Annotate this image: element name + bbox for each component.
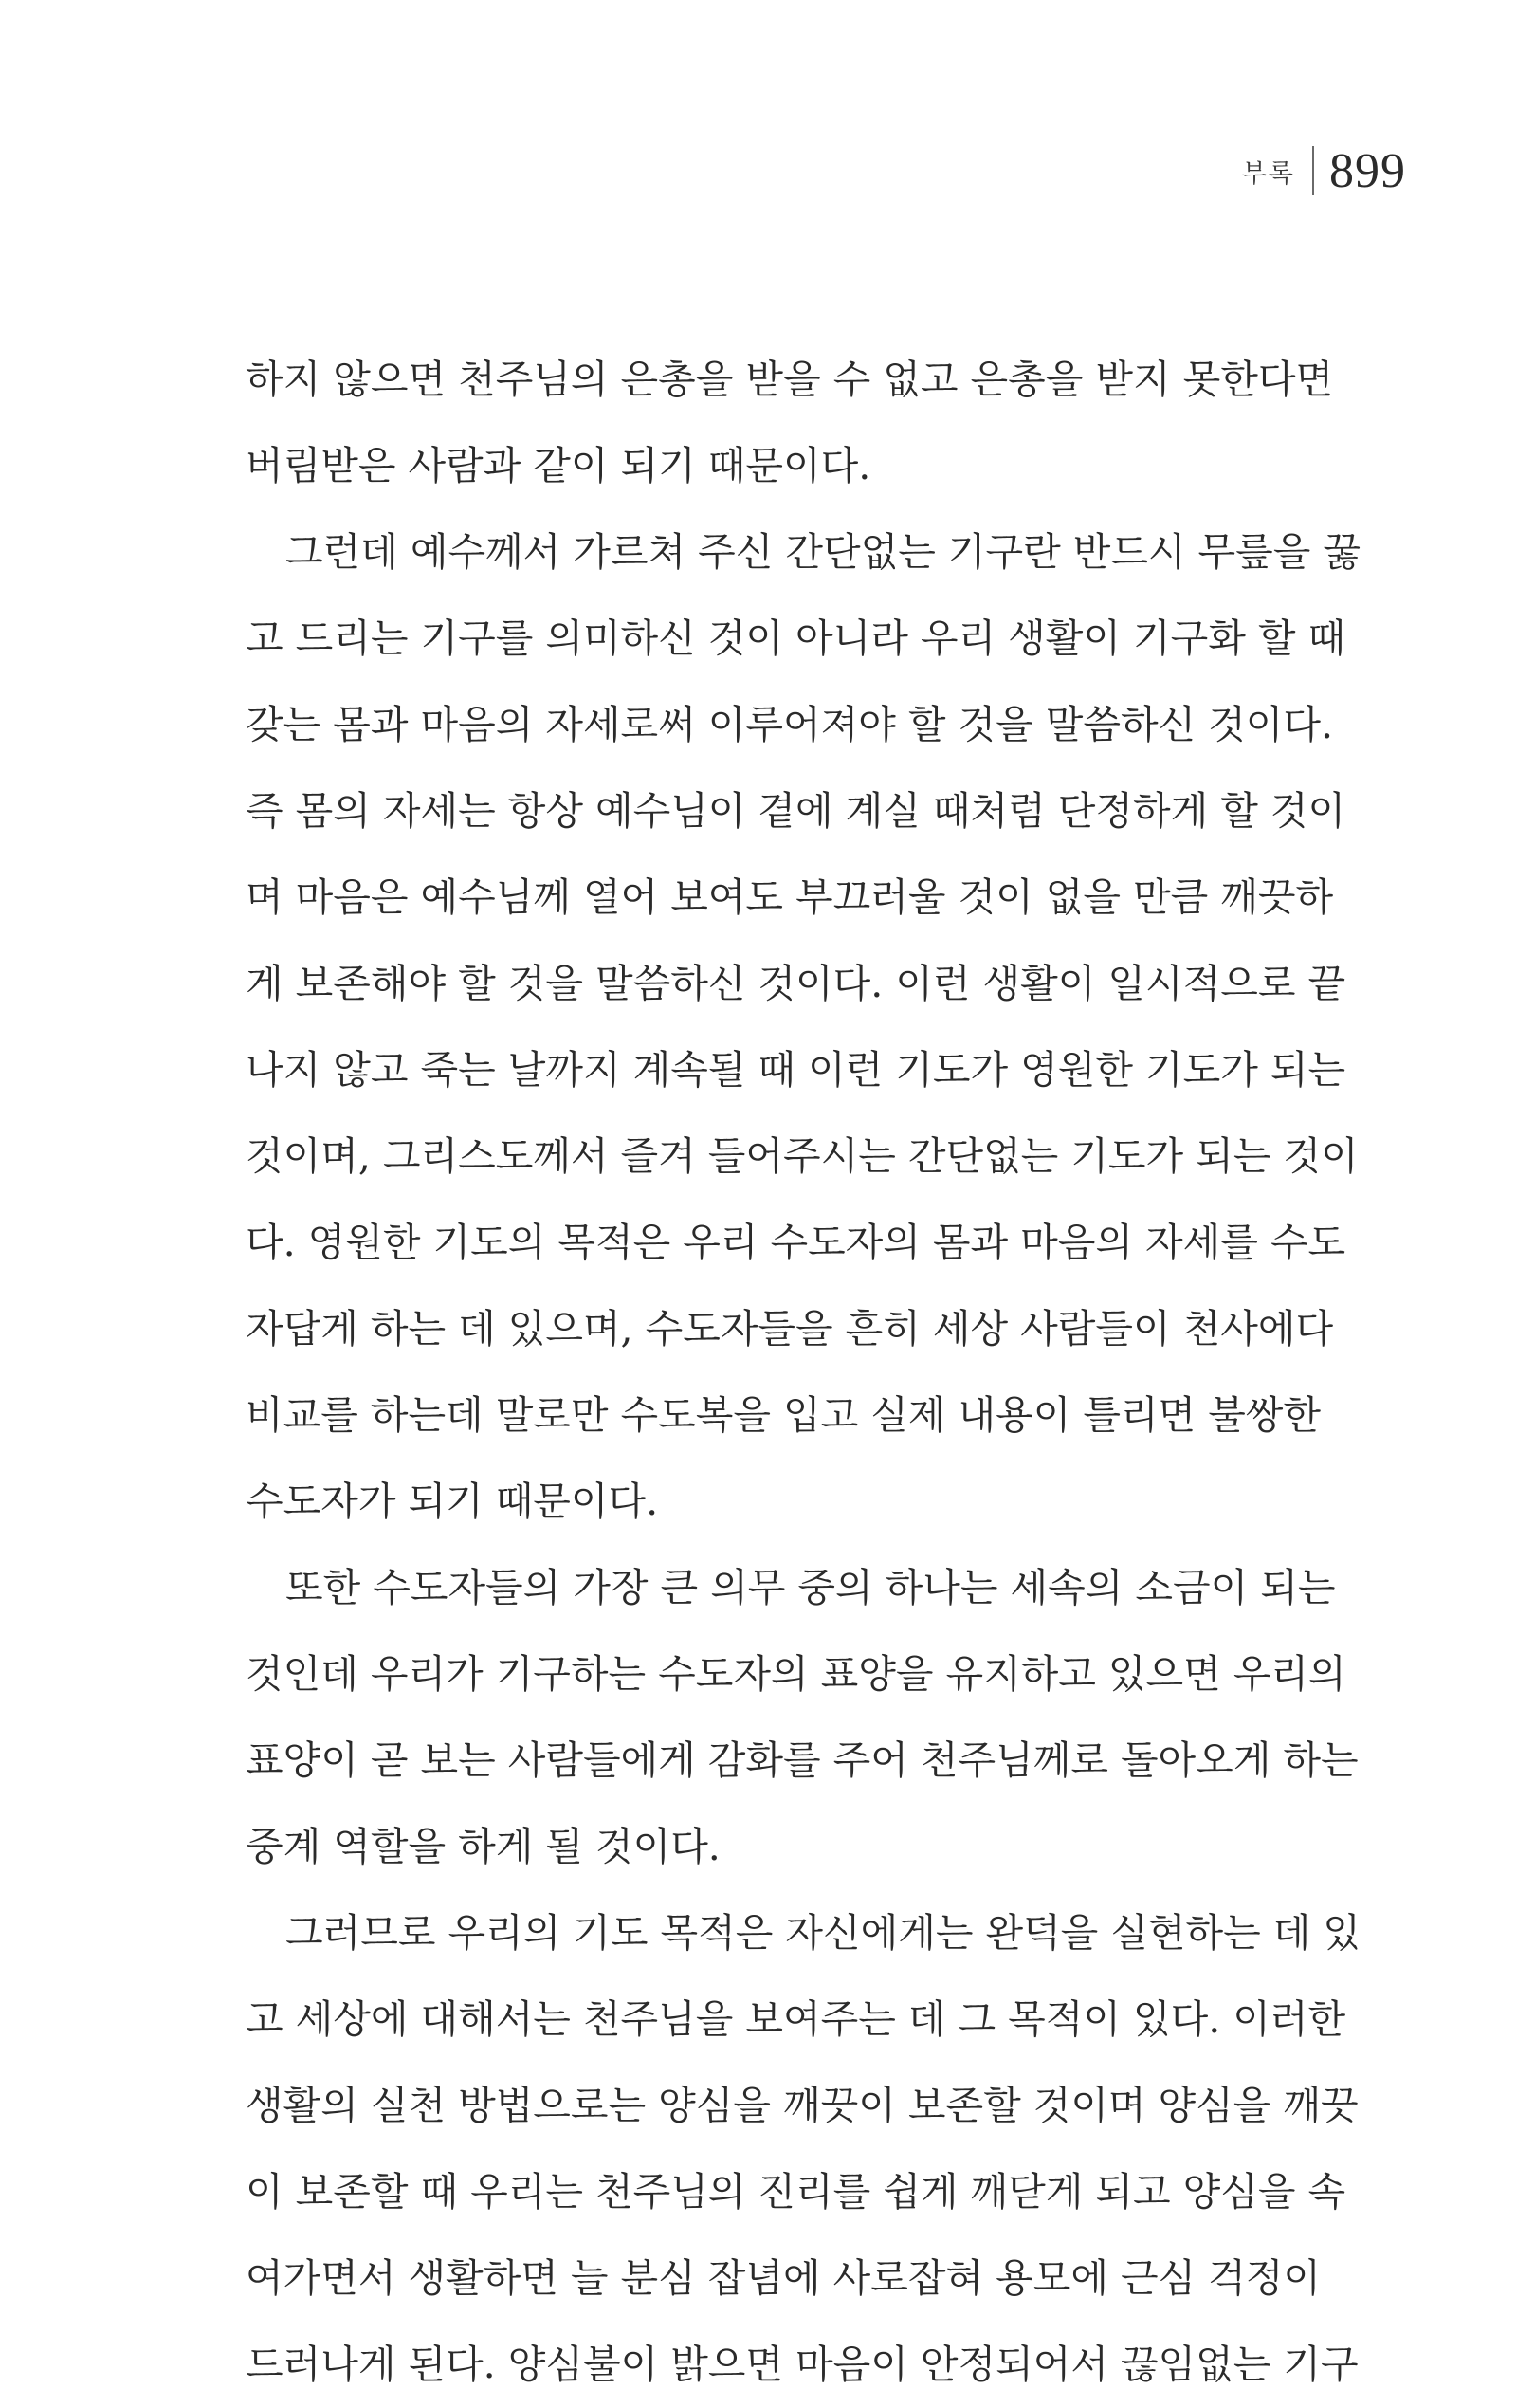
section-label: 부록 [1241, 158, 1295, 189]
body-text [246, 337, 1361, 2408]
text-line: 게 보존해야 할 것을 말씀하신 것이다. 이런 생활이 일시적으로 끝 [246, 961, 1346, 1006]
text-line: 것이며, 그리스도께서 즐겨 들어주시는 간단없는 기도가 되는 것이 [246, 1133, 1359, 1179]
text-line: 표양이 곧 보는 사람들에게 감화를 주어 천주님께로 돌아오게 하는 [246, 1737, 1359, 1783]
text-line: 나지 않고 죽는 날까지 계속될 때 이런 기도가 영원한 기도가 되는 [246, 1047, 1346, 1093]
text-line: 며 마음은 예수님께 열어 보여도 부끄러울 것이 없을 만큼 깨끗하 [246, 874, 1334, 920]
text-line: 갖는 몸과 마음의 자세로써 이루어져야 할 것을 말씀하신 것이다. [246, 702, 1334, 747]
page-number: 899 [1329, 143, 1406, 198]
text-line: 여가면서 생활하면 늘 분심 잡념에 사로잡혀 용모에 근심 걱정이 [246, 2255, 1322, 2301]
text-line: 것인데 우리가 기구하는 수도자의 표양을 유지하고 있으면 우리의 [246, 1651, 1346, 1697]
text-line: 비교를 하는데 말로만 수도복을 입고 실제 내용이 틀리면 불쌍한 [246, 1392, 1322, 1438]
text-line: 고 드리는 기구를 의미하신 것이 아니라 우리 생활이 기구화 할 때 [246, 616, 1346, 661]
header-divider [1312, 146, 1314, 195]
text-line: 고 세상에 대해서는 천주님을 보여주는 데 그 목적이 있다. 이러한 [246, 1996, 1346, 2042]
text-line: 이 보존할 때 우리는 천주님의 진리를 쉽게 깨닫게 되고 양심을 속 [246, 2169, 1346, 2215]
text-line: 생활의 실천 방법으로는 양심을 깨끗이 보존할 것이며 양심을 깨끗 [246, 2083, 1359, 2128]
running-header [1242, 142, 1406, 199]
text-line: 드러나게 된다. 양심불이 밝으면 마음이 안정되어서 끊임없는 기구 [246, 2342, 1359, 2387]
text-line: 그런데 예수께서 가르쳐 주신 간단없는 기구란 반드시 무릎을 꿇 [285, 529, 1361, 575]
text-line: 또한 수도자들의 가장 큰 의무 중의 하나는 세속의 소금이 되는 [285, 1565, 1336, 1610]
text-line: 다. 영원한 기도의 목적은 우리 수도자의 몸과 마음의 자세를 수도 [246, 1220, 1346, 1265]
text-line: 수도자가 되기 때문이다. [246, 1479, 659, 1524]
text-line: 중계 역할을 하게 될 것이다. [246, 1824, 721, 1869]
text-line: 자답게 하는 데 있으며, 수도자들을 흔히 세상 사람들이 천사에다 [246, 1306, 1334, 1351]
text-line: 즉 몸의 자세는 항상 예수님이 곁에 계실 때처럼 단정하게 할 것이 [246, 788, 1346, 834]
text-line: 하지 않으면 천주님의 은총을 받을 수 없고 은총을 받지 못한다면 [246, 357, 1334, 402]
text-line: 버림받은 사람과 같이 되기 때문이다. [246, 443, 871, 488]
text-line: 그러므로 우리의 기도 목적은 자신에게는 완덕을 실현하는 데 있 [285, 1910, 1361, 1956]
